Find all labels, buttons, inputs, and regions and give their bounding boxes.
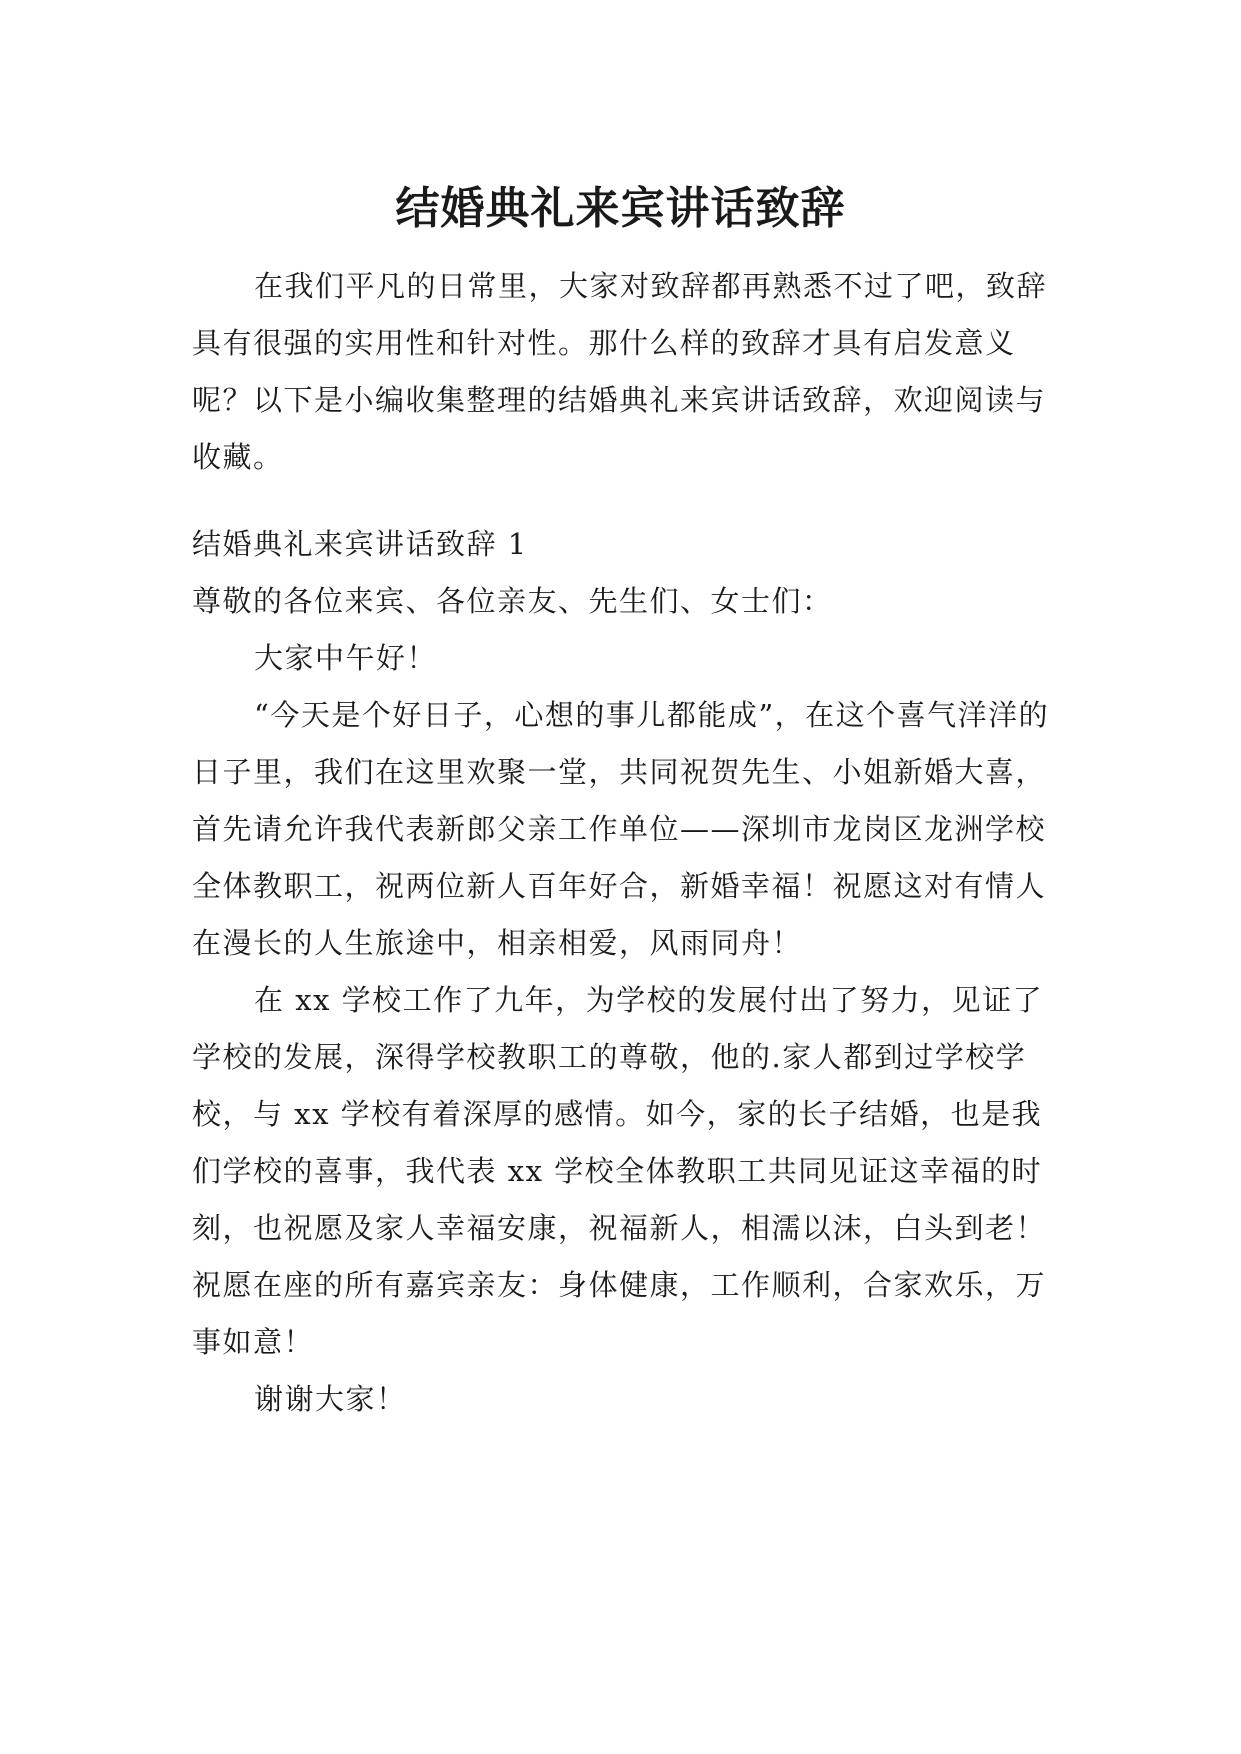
section-heading: 结婚典礼来宾讲话致辞 1 bbox=[192, 527, 528, 561]
closing: 谢谢大家！ bbox=[254, 1382, 407, 1416]
intro-paragraph: 在我们平凡的日常里，大家对致辞都再熟悉不过了吧，致辞具有很强的实用性和针对性。那什么样的致辞才具有启发意义呢？以下是小编收集整理的结婚典礼来宾讲话致辞，欢迎阅读与收藏。 bbox=[192, 269, 1048, 474]
document-title: 结婚典礼来宾讲话致辞 bbox=[395, 183, 846, 235]
speech-block bbox=[192, 516, 1072, 1428]
speech-paragraph-1: “今天是个好日子，心想的事儿都能成”，在这个喜气洋洋的日子里，我们在这里欢聚一堂，共同祝贺先生、小姐新婚大喜，首先请允许我代表新郎父亲工作单位——深圳市龙岗区龙洲学校全体教职工，祝两位新人百年好合，新婚幸福！祝愿这对有情人在漫长的人生旅途中，相亲相爱，风雨同舟！ bbox=[192, 698, 1050, 960]
greeting: 大家中午好！ bbox=[254, 641, 438, 675]
intro-block bbox=[192, 258, 1072, 486]
speech-paragraph-2: 在 xx 学校工作了九年，为学校的发展付出了努力，见证了学校的发展，深得学校教职工的尊敬，他的.家人都到过学校学校，与 xx 学校有着深厚的感情。如今，家的长子结婚，也是我们学校的喜事，我代表 xx 学校全体教职工共同见证这幸福的时刻，也祝愿及家人幸福安康，祝福新人，相濡以沫，白头到老！祝愿在座的所有嘉宾亲友：身体健康，工作顺利，合家欢乐，万事如意！ bbox=[192, 983, 1047, 1359]
salutation: 尊敬的各位来宾、各位亲友、先生们、女士们： bbox=[192, 584, 833, 618]
